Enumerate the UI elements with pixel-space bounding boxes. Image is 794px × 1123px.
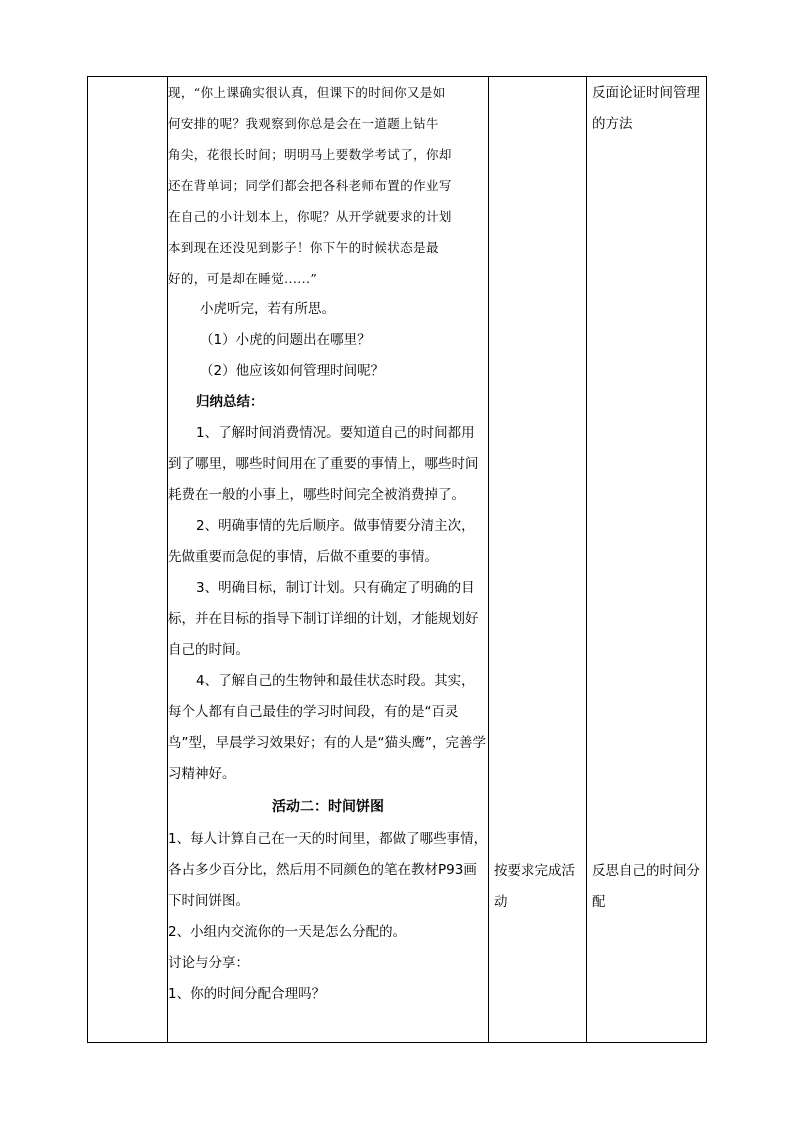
table-row bbox=[88, 77, 707, 1043]
lesson-table bbox=[87, 76, 707, 1043]
activity-2-title: 活动二：时间饼图 bbox=[272, 799, 384, 815]
activity-2-step-1: 1、每人计算自己在一天的时间里，都做了哪些事情，各占多少百分比，然后用不同颜色的笔在教材P93画下时间饼图。 bbox=[168, 831, 488, 909]
student-activity-text: 按要求完成活动 bbox=[494, 863, 575, 910]
question-2: （2）他应该如何管理时间呢？ bbox=[200, 363, 385, 379]
summary-point-1: 1、了解时间消费情况。要知道自己的时间都用到了哪里，哪些时间用在了重要的事情上，哪些时间耗费在一般的小事上，哪些时间完全被消费掉了。 bbox=[168, 425, 479, 503]
discussion-question-1: 1、你的时间分配合理吗？ bbox=[168, 986, 326, 1002]
activity-2-step-2: 2、小组内交流你的一天是怎么分配的。 bbox=[168, 924, 407, 940]
design-intent-1: 反面论证时间管理的方法 bbox=[592, 85, 700, 132]
teacher-quote: 现，“你上课确实很认真，但课下的时间你又是如 何安排的呢？我观察到你总是会在一道题上钻牛 角尖，花很长时间；明明马上要数学考试了，你却 还在背单词；同学们都会把各科老师布置的作业写 在自己的小计划本上，你呢？从开学就要求的计划 本到现在还没见到影子！你下午的时候状态是最 好的，可是却在睡觉......” bbox=[168, 85, 452, 286]
summary-point-3: 3、明确目标，制订计划。只有确定了明确的目标，并在目标的指导下制订详细的计划，才能规划好自己的时间。 bbox=[168, 580, 479, 658]
summary-point-4: 4、了解自己的生物钟和最佳状态时段。其实，每个人都有自己最佳的学习时间段，有的是“百灵鸟”型，早晨学习效果好；有的人是“猫头鹰”，完善学习精神好。 bbox=[168, 673, 486, 782]
summary-point-2: 2、明确事情的先后顺序。做事情要分清主次，先做重要而急促的事情，后做不重要的事情。 bbox=[168, 518, 475, 565]
empty-first-column-cell bbox=[88, 77, 168, 1043]
story-after-listen: 小虎听完，若有所思。 bbox=[200, 301, 335, 317]
teacher-activity-cell bbox=[168, 77, 489, 1043]
discussion-title: 讨论与分享： bbox=[168, 955, 249, 971]
design-intent-2: 反思自己的时间分配 bbox=[592, 863, 700, 910]
summary-title: 归纳总结： bbox=[196, 394, 264, 410]
design-intent-cell bbox=[587, 77, 707, 1043]
question-1: （1）小虎的问题出在哪里？ bbox=[200, 332, 371, 348]
student-activity-cell bbox=[489, 77, 587, 1043]
